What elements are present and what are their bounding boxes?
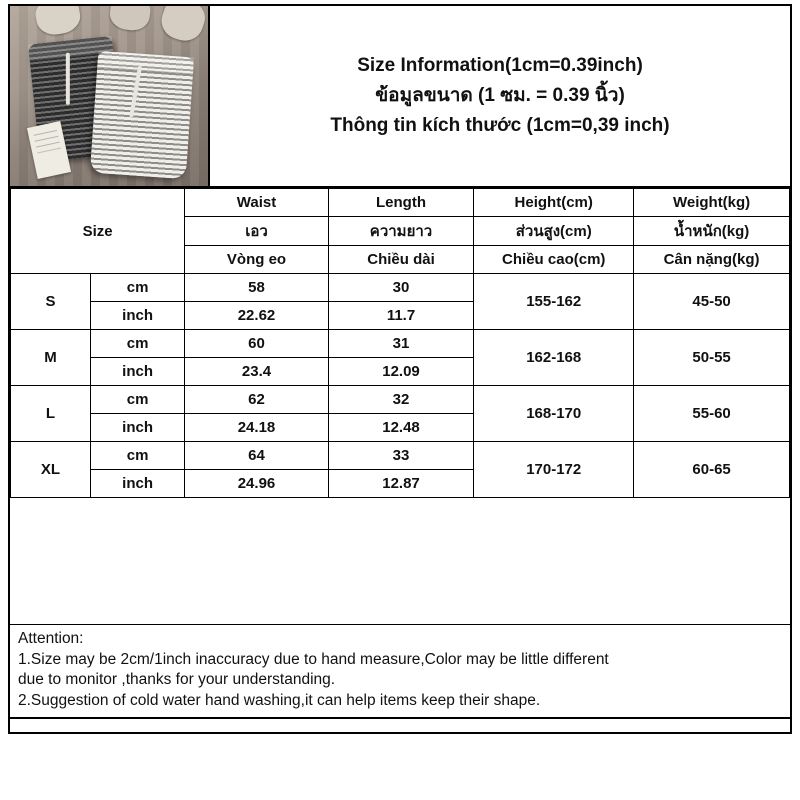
row-size-label: L (11, 386, 91, 442)
product-photo (10, 6, 210, 186)
attention-block (8, 624, 792, 719)
row-length-inch: 12.09 (328, 358, 474, 386)
col-header-height-en: Height(cm) (474, 189, 634, 217)
row-height-range: 170-172 (474, 442, 634, 498)
row-unit-cm: cm (90, 386, 184, 414)
table-row (11, 386, 790, 414)
light-striped-shorts (90, 51, 194, 179)
attention-line-2: due to monitor ,thanks for your understanding. (18, 671, 336, 689)
drawstring (130, 66, 143, 118)
row-waist-inch: 24.18 (185, 414, 328, 442)
row-size-label: XL (11, 442, 91, 498)
table-row (11, 442, 790, 470)
row-length-inch: 12.48 (328, 414, 474, 442)
col-header-waist-en: Waist (185, 189, 328, 217)
table-row (11, 274, 790, 302)
row-waist-cm: 62 (185, 386, 328, 414)
col-header-height-vi: Chiều cao(cm) (474, 246, 634, 274)
row-length-cm: 31 (328, 330, 474, 358)
row-unit-cm: cm (90, 330, 184, 358)
row-height-range: 155-162 (474, 274, 634, 330)
row-unit-inch: inch (90, 414, 184, 442)
col-header-height-th: ส่วนสูง(cm) (474, 217, 634, 246)
row-unit-inch: inch (90, 470, 184, 498)
row-size-label: M (11, 330, 91, 386)
row-length-cm: 33 (328, 442, 474, 470)
size-header-cell: Size (11, 189, 185, 274)
row-waist-cm: 60 (185, 330, 328, 358)
row-waist-inch: 24.96 (185, 470, 328, 498)
attention-line-1: 1.Size may be 2cm/1inch inaccuracy due to hand measure,Color may be little different (18, 650, 609, 668)
col-header-waist-th: เอว (185, 217, 328, 246)
table-row (11, 330, 790, 358)
row-length-cm: 32 (328, 386, 474, 414)
row-waist-cm: 64 (185, 442, 328, 470)
table-header-row-en (11, 189, 790, 217)
row-weight-range: 60-65 (634, 442, 790, 498)
row-length-inch: 11.7 (328, 302, 474, 330)
row-height-range: 162-168 (474, 330, 634, 386)
attention-line-3: 2.Suggestion of cold water hand washing,it can help items keep their shape. (18, 691, 541, 709)
size-table (10, 188, 790, 498)
row-waist-inch: 22.62 (185, 302, 328, 330)
col-header-waist-vi: Vòng eo (185, 246, 328, 274)
row-height-range: 168-170 (474, 386, 634, 442)
row-waist-inch: 23.4 (185, 358, 328, 386)
row-length-inch: 12.87 (328, 470, 474, 498)
col-header-length-vi: Chiều dài (328, 246, 474, 274)
row-unit-cm: cm (90, 274, 184, 302)
row-size-label: S (11, 274, 91, 330)
col-header-length-th: ความยาว (328, 217, 474, 246)
row-unit-cm: cm (90, 442, 184, 470)
row-weight-range: 55-60 (634, 386, 790, 442)
row-length-cm: 30 (328, 274, 474, 302)
col-header-weight-en: Weight(kg) (634, 189, 790, 217)
title-line-en: Size Information(1cm=0.39inch) (357, 55, 643, 77)
row-weight-range: 45-50 (634, 274, 790, 330)
row-unit-inch: inch (90, 302, 184, 330)
title-block (210, 6, 790, 186)
drawstring (65, 53, 69, 105)
row-weight-range: 50-55 (634, 330, 790, 386)
col-header-length-en: Length (328, 189, 474, 217)
row-unit-inch: inch (90, 358, 184, 386)
row-waist-cm: 58 (185, 274, 328, 302)
chart-header (10, 6, 790, 188)
col-header-weight-vi: Cân nặng(kg) (634, 246, 790, 274)
attention-heading: Attention: (18, 630, 84, 647)
col-header-weight-th: น้ำหนัก(kg) (634, 217, 790, 246)
title-line-vi: Thông tin kích thước (1cm=0,39 inch) (330, 114, 670, 136)
title-line-th: ข้อมูลขนาด (1 ซม. = 0.39 นิ้ว) (375, 85, 625, 107)
